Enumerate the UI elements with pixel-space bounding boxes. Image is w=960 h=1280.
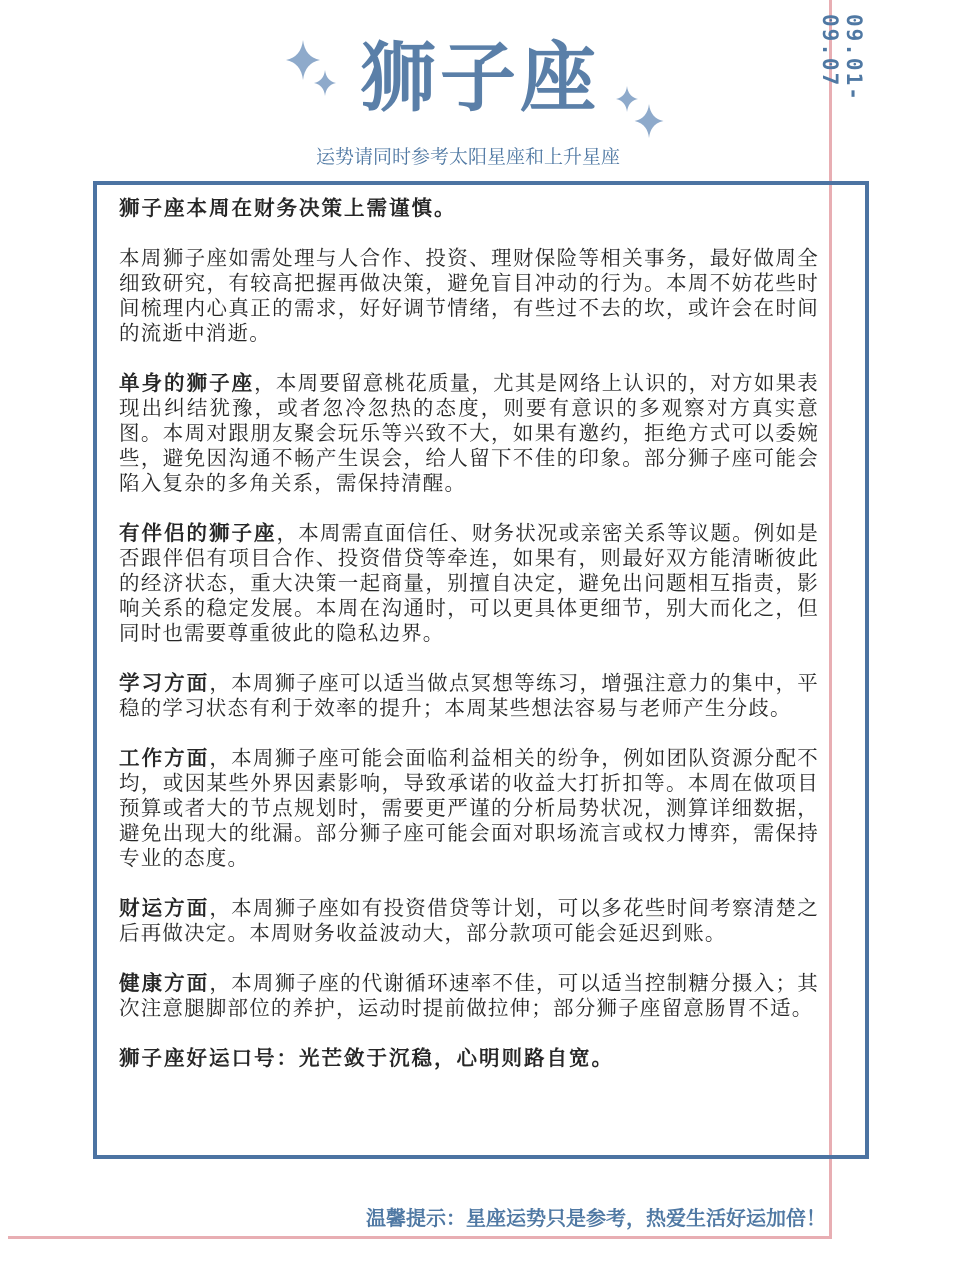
study-label: 学习方面 xyxy=(119,671,210,695)
study-paragraph xyxy=(119,671,819,721)
study-text: ，本周狮子座可以适当做点冥想等练习，增强注意力的集中，平稳的学习状态有利于效率的提升；本周某些想法容易与老师产生分歧。 xyxy=(119,671,819,720)
wealth-label: 财运方面 xyxy=(119,896,210,920)
work-paragraph xyxy=(119,746,819,871)
slogan-paragraph xyxy=(119,1046,819,1071)
single-label: 单身的狮子座 xyxy=(119,371,255,395)
horoscope-content xyxy=(119,196,819,1096)
single-text: ，本周要留意桃花质量，尤其是网络上认识的，对方如果表现出纠结犹豫，或者忽冷忽热的态度，则要有意识的多观察对方真实意图。本周对跟朋友聚会玩乐等兴致不大，如果有邀约，拒绝方式可以委婉些，避免因沟通不畅产生误会，给人留下不佳的印象。部分狮子座可能会陷入复杂的多角关系，需保持清醒。 xyxy=(119,371,819,495)
work-label: 工作方面 xyxy=(119,746,210,770)
pink-horizontal-line xyxy=(8,1236,832,1239)
health-label: 健康方面 xyxy=(119,971,210,995)
slogan: 狮子座好运口号：光芒敛于沉稳，心明则路自宽。 xyxy=(119,1046,614,1070)
wealth-text: ，本周狮子座如有投资借贷等计划，可以多花些时间考察清楚之后再做决定。本周财务收益波动大，部分款项可能会延迟到账。 xyxy=(119,896,819,945)
partner-text: ，本周需直面信任、财务状况或亲密关系等议题。例如是否跟伴侣有项目合作、投资借贷等牵连，如果有，则最好双方能清晰彼此的经济状态，重大决策一起商量，别擅自决定，避免出问题相互指责，影响关系的稳定发展。本周在沟通时，可以更具体更细节，别大而化之，但同时也需要尊重彼此的隐私边界。 xyxy=(119,521,819,645)
page-subtitle: 运势请同时参考太阳星座和上升星座 xyxy=(315,146,620,168)
wealth-paragraph xyxy=(119,896,819,946)
partner-label: 有伴侣的狮子座 xyxy=(119,521,277,545)
health-paragraph xyxy=(119,971,819,1021)
health-text: ，本周狮子座的代谢循环速率不佳，可以适当控制糖分摄入；其次注意腿脚部位的养护，运动时提前做拉伸；部分狮子座留意肠胃不适。 xyxy=(119,971,819,1020)
work-text: ，本周狮子座可能会面临利益相关的纷争，例如团队资源分配不均，或因某些外界因素影响，导致承诺的收益大打折扣等。本周在做项目预算或者大的节点规划时，需要更严谨的分析局势状况，测算详细数据，避免出现大的纰漏。部分狮子座可能会面对职场流言或权力博弈，需保持专业的态度。 xyxy=(119,746,819,870)
date-range: 09.01-09.07 xyxy=(818,14,866,102)
intro-paragraph: 本周狮子座如需处理与人合作、投资、理财保险等相关事务，最好做周全细致研究，有较高把握再做决策，避免盲目冲动的行为。本周不妨花些时间梳理内心真正的需求，好好调节情绪，有些过不去的坎，或许会在时间的流逝中消逝。 xyxy=(119,246,819,345)
headline-paragraph xyxy=(119,196,819,221)
footer-tip: 温馨提示：星座运势只是参考，热爱生活好运加倍！ xyxy=(366,1206,826,1230)
page-title: 狮子座 xyxy=(360,33,600,122)
partner-paragraph xyxy=(119,521,819,646)
headline: 狮子座本周在财务决策上需谨慎。 xyxy=(119,196,457,220)
single-paragraph xyxy=(119,371,819,496)
